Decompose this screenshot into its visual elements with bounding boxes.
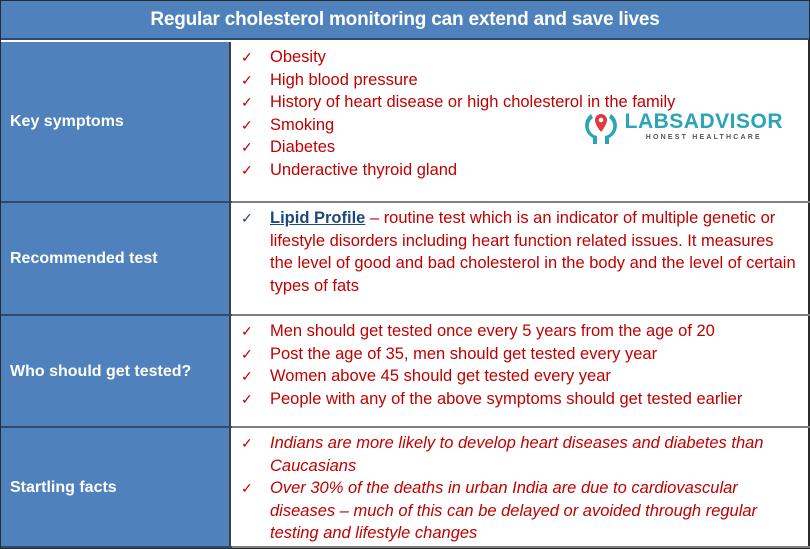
recommended-test-content [231, 203, 809, 315]
divider [232, 546, 810, 548]
row-label: Who should get tested? [1, 316, 231, 427]
checkmark-icon: ✓ [241, 390, 253, 407]
who-tested-list [231, 316, 809, 427]
divider [1, 546, 232, 548]
list-item: ✓ Obesity [241, 46, 801, 69]
checkmark-icon: ✓ [241, 323, 253, 339]
checkmark-icon: ✓ [241, 94, 253, 110]
checkmark-icon: ✓ [241, 49, 253, 65]
checkmark-icon: ✓ [241, 210, 253, 226]
checkmark-icon: ✓ [241, 435, 253, 451]
list-item: ✓ Men should get tested once every 5 years from the age of 20 [241, 320, 801, 343]
checkmark-icon: ✓ [241, 345, 253, 362]
list-item: ✓ Women above 45 should get tested every year [241, 365, 801, 388]
logo-tagline: HONEST HEALTHCARE [645, 133, 762, 141]
list-item: ✓ Indians are more likely to develop heart diseases and diabetes than Caucasians [241, 434, 764, 475]
list-item: ✓ Lipid Profile – routine test which is an indicator of multiple genetic or lifestyle disorders including heart function related issues. It measures the level of good and bad cholesterol in the body and the level of certain types of fats [241, 209, 796, 295]
row-startling-facts [1, 428, 809, 547]
checkmark-icon: ✓ [241, 480, 253, 496]
list-item: ✓ History of heart disease or high cholesterol in the family [241, 91, 801, 114]
checkmark-icon: ✓ [241, 368, 253, 384]
list-item: ✓ People with any of the above symptoms should get tested earlier [241, 388, 801, 411]
facts-list [231, 428, 809, 547]
list-item: ✓ Over 30% of the deaths in urban India are due to cardiovascular diseases – much of this can be delayed or avoided through regular testing and lifestyle changes [241, 479, 758, 542]
logo-wordmark: LABSADVISOR [624, 109, 783, 133]
row-label: Startling facts [1, 428, 231, 547]
row-label: Key symptoms [1, 42, 231, 202]
row-label: Recommended test [1, 203, 231, 315]
checkmark-icon: ✓ [241, 139, 253, 155]
row-recommended-test [1, 203, 809, 315]
checkmark-icon: ✓ [241, 116, 253, 133]
list-item: ✓ Smoking [241, 114, 801, 137]
location-pin-hands-icon [583, 106, 619, 146]
list-item: ✓ High blood pressure [241, 69, 801, 92]
labsadvisor-logo [583, 104, 783, 148]
list-item: ✓ Diabetes [241, 136, 801, 159]
table-title: Regular cholesterol monitoring can extend and save lives [1, 1, 809, 40]
checkmark-icon: ✓ [241, 161, 253, 178]
lipid-profile-link[interactable]: Lipid Profile [270, 209, 366, 227]
list-item: ✓ Post the age of 35, men should get tested every year [241, 343, 801, 366]
row-who-should-get-tested [1, 316, 809, 427]
list-item: ✓ Underactive thyroid gland [241, 159, 801, 182]
checkmark-icon: ✓ [241, 71, 253, 88]
